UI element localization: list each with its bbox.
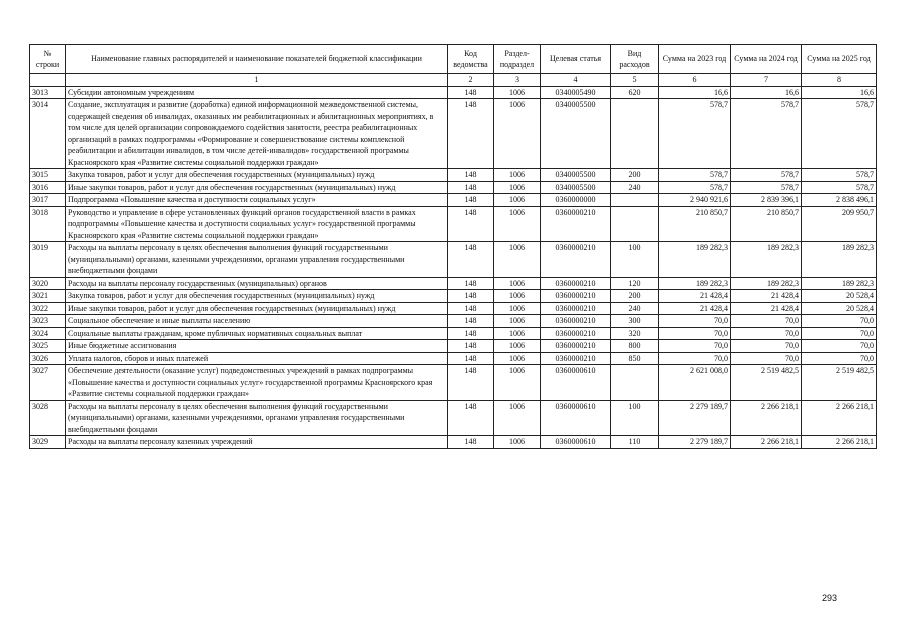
column-number: 1	[66, 74, 448, 87]
row-name-cell: Иные закупки товаров, работ и услуг для обеспечения государственных (муниципальных) нужд	[66, 181, 448, 194]
row-sum-2024-cell: 2 266 218,1	[731, 436, 802, 449]
row-sum-2024-cell: 2 266 218,1	[731, 400, 802, 436]
row-target-cell: 0360000000	[541, 194, 611, 207]
row-expense-type-cell	[611, 206, 659, 242]
row-dept-cell: 148	[448, 315, 494, 328]
row-number-cell: 3013	[30, 86, 66, 99]
row-sum-2025-cell: 20 528,4	[802, 302, 877, 315]
row-name-cell: Социальное обеспечение и иные выплаты населению	[66, 315, 448, 328]
row-name-cell: Обеспечение деятельности (оказание услуг) подведомственных учреждений в рамках подпрограммы «Повышение качества и доступности социальных услуг» государственной программы Красноярского края «Развитие системы социальной поддержки граждан»	[66, 365, 448, 401]
row-expense-type-cell	[611, 99, 659, 169]
row-sum-2025-cell: 70,0	[802, 352, 877, 365]
row-number-cell: 3016	[30, 181, 66, 194]
header-name: Наименование главных распорядителей и наименование показателей бюджетной классификации	[66, 45, 448, 74]
row-number-cell: 3018	[30, 206, 66, 242]
row-sum-2025-cell: 16,6	[802, 86, 877, 99]
header-expense-type: Вид расходов	[611, 45, 659, 74]
row-expense-type-cell: 850	[611, 352, 659, 365]
row-sum-2025-cell: 189 282,3	[802, 242, 877, 278]
row-sum-2024-cell: 21 428,4	[731, 290, 802, 303]
header-sum-2025: Сумма на 2025 год	[802, 45, 877, 74]
row-sum-2024-cell: 70,0	[731, 315, 802, 328]
row-dept-cell: 148	[448, 340, 494, 353]
row-dept-cell: 148	[448, 277, 494, 290]
row-dept-cell: 148	[448, 194, 494, 207]
row-number-cell: 3014	[30, 99, 66, 169]
column-number-row	[30, 74, 877, 87]
row-number-cell: 3022	[30, 302, 66, 315]
row-section-cell: 1006	[494, 352, 541, 365]
column-number: 3	[494, 74, 541, 87]
row-sum-2023-cell: 16,6	[659, 86, 731, 99]
row-sum-2024-cell: 16,6	[731, 86, 802, 99]
row-target-cell: 0360000610	[541, 436, 611, 449]
row-sum-2024-cell: 578,7	[731, 169, 802, 182]
row-sum-2024-cell: 189 282,3	[731, 242, 802, 278]
row-target-cell: 0360000210	[541, 302, 611, 315]
header-sum-2023: Сумма на 2023 год	[659, 45, 731, 74]
header-row	[30, 45, 877, 74]
row-sum-2025-cell: 578,7	[802, 181, 877, 194]
row-expense-type-cell: 620	[611, 86, 659, 99]
row-expense-type-cell: 320	[611, 327, 659, 340]
row-number-cell: 3020	[30, 277, 66, 290]
row-number-cell: 3017	[30, 194, 66, 207]
row-sum-2023-cell: 2 621 008,0	[659, 365, 731, 401]
row-sum-2025-cell: 578,7	[802, 99, 877, 169]
row-name-cell: Субсидии автономным учреждениям	[66, 86, 448, 99]
row-expense-type-cell: 800	[611, 340, 659, 353]
table-row	[30, 277, 877, 290]
header-section: Раздел-подраздел	[494, 45, 541, 74]
row-expense-type-cell: 120	[611, 277, 659, 290]
row-section-cell: 1006	[494, 86, 541, 99]
header-target: Целевая статья	[541, 45, 611, 74]
row-sum-2025-cell: 2 266 218,1	[802, 400, 877, 436]
table-row	[30, 206, 877, 242]
row-target-cell: 0340005500	[541, 99, 611, 169]
row-section-cell: 1006	[494, 400, 541, 436]
row-name-cell: Иные бюджетные ассигнования	[66, 340, 448, 353]
row-sum-2023-cell: 70,0	[659, 352, 731, 365]
row-dept-cell: 148	[448, 352, 494, 365]
row-dept-cell: 148	[448, 400, 494, 436]
row-name-cell: Закупка товаров, работ и услуг для обеспечения государственных (муниципальных) нужд	[66, 290, 448, 303]
row-name-cell: Закупка товаров, работ и услуг для обеспечения государственных (муниципальных) нужд	[66, 169, 448, 182]
row-dept-cell: 148	[448, 365, 494, 401]
row-sum-2023-cell: 189 282,3	[659, 277, 731, 290]
table-row	[30, 99, 877, 169]
table-row	[30, 181, 877, 194]
row-dept-cell: 148	[448, 181, 494, 194]
row-target-cell: 0360000210	[541, 352, 611, 365]
table-row	[30, 352, 877, 365]
column-number: 6	[659, 74, 731, 87]
row-number-cell: 3021	[30, 290, 66, 303]
row-sum-2024-cell: 2 519 482,5	[731, 365, 802, 401]
row-sum-2025-cell: 2 266 218,1	[802, 436, 877, 449]
row-number-cell: 3019	[30, 242, 66, 278]
row-target-cell: 0360000210	[541, 315, 611, 328]
row-sum-2023-cell: 189 282,3	[659, 242, 731, 278]
row-number-cell: 3028	[30, 400, 66, 436]
row-sum-2025-cell: 189 282,3	[802, 277, 877, 290]
table-row	[30, 365, 877, 401]
row-target-cell: 0360000210	[541, 242, 611, 278]
row-dept-cell: 148	[448, 242, 494, 278]
row-expense-type-cell: 240	[611, 302, 659, 315]
row-target-cell: 0360000210	[541, 277, 611, 290]
row-name-cell: Руководство и управление в сфере установленных функций органов государственной власти в рамках подпрограммы «Повышение качества и доступности социальных услуг» государственной программы Красноярского края «Развитие системы социальной поддержки граждан»	[66, 206, 448, 242]
row-sum-2023-cell: 21 428,4	[659, 290, 731, 303]
row-section-cell: 1006	[494, 277, 541, 290]
row-name-cell: Расходы на выплаты персоналу государственных (муниципальных) органов	[66, 277, 448, 290]
row-target-cell: 0340005500	[541, 169, 611, 182]
budget-table	[29, 44, 877, 449]
row-sum-2025-cell: 209 950,7	[802, 206, 877, 242]
row-number-cell: 3023	[30, 315, 66, 328]
column-number	[30, 74, 66, 87]
row-sum-2024-cell: 70,0	[731, 352, 802, 365]
row-section-cell: 1006	[494, 302, 541, 315]
row-section-cell: 1006	[494, 181, 541, 194]
row-expense-type-cell: 200	[611, 169, 659, 182]
column-number: 7	[731, 74, 802, 87]
table-row	[30, 400, 877, 436]
row-sum-2025-cell: 20 528,4	[802, 290, 877, 303]
row-sum-2023-cell: 578,7	[659, 181, 731, 194]
row-name-cell: Расходы на выплаты персоналу в целях обеспечения выполнения функций государственными (муниципальными) органами, казенными учреждениями, органами управления государственными внебюджетными фондами	[66, 400, 448, 436]
row-expense-type-cell	[611, 194, 659, 207]
row-target-cell: 0360000210	[541, 340, 611, 353]
row-expense-type-cell: 110	[611, 436, 659, 449]
header-sum-2024: Сумма на 2024 год	[731, 45, 802, 74]
row-sum-2024-cell: 210 850,7	[731, 206, 802, 242]
table-row	[30, 327, 877, 340]
row-section-cell: 1006	[494, 365, 541, 401]
column-number: 5	[611, 74, 659, 87]
row-sum-2025-cell: 2 838 496,1	[802, 194, 877, 207]
row-dept-cell: 148	[448, 99, 494, 169]
row-sum-2023-cell: 2 279 189,7	[659, 436, 731, 449]
header-row-no: № строки	[30, 45, 66, 74]
row-sum-2025-cell: 70,0	[802, 340, 877, 353]
row-expense-type-cell	[611, 365, 659, 401]
row-sum-2023-cell: 578,7	[659, 99, 731, 169]
table-row	[30, 290, 877, 303]
row-sum-2023-cell: 70,0	[659, 327, 731, 340]
row-sum-2024-cell: 70,0	[731, 340, 802, 353]
table-body	[30, 86, 877, 448]
row-name-cell: Расходы на выплаты персоналу в целях обеспечения выполнения функций государственными (муниципальными) органами, казенными учреждениями, органами управления государственными внебюджетными фондами	[66, 242, 448, 278]
row-sum-2023-cell: 2 279 189,7	[659, 400, 731, 436]
row-expense-type-cell: 200	[611, 290, 659, 303]
row-expense-type-cell: 100	[611, 242, 659, 278]
row-sum-2023-cell: 578,7	[659, 169, 731, 182]
row-number-cell: 3024	[30, 327, 66, 340]
table-row	[30, 340, 877, 353]
row-target-cell: 0340005500	[541, 181, 611, 194]
row-name-cell: Подпрограмма «Повышение качества и доступности социальных услуг»	[66, 194, 448, 207]
row-target-cell: 0360000610	[541, 365, 611, 401]
row-dept-cell: 148	[448, 436, 494, 449]
row-target-cell: 0360000610	[541, 400, 611, 436]
row-sum-2024-cell: 578,7	[731, 99, 802, 169]
row-sum-2023-cell: 21 428,4	[659, 302, 731, 315]
table-row	[30, 242, 877, 278]
row-dept-cell: 148	[448, 206, 494, 242]
row-dept-cell: 148	[448, 86, 494, 99]
row-number-cell: 3026	[30, 352, 66, 365]
row-name-cell: Уплата налогов, сборов и иных платежей	[66, 352, 448, 365]
row-sum-2023-cell: 210 850,7	[659, 206, 731, 242]
table-row	[30, 302, 877, 315]
row-name-cell: Иные закупки товаров, работ и услуг для обеспечения государственных (муниципальных) нужд	[66, 302, 448, 315]
row-dept-cell: 148	[448, 169, 494, 182]
row-expense-type-cell: 240	[611, 181, 659, 194]
column-number: 4	[541, 74, 611, 87]
row-sum-2023-cell: 70,0	[659, 315, 731, 328]
column-number: 8	[802, 74, 877, 87]
table-row	[30, 86, 877, 99]
row-section-cell: 1006	[494, 327, 541, 340]
row-section-cell: 1006	[494, 290, 541, 303]
column-number: 2	[448, 74, 494, 87]
row-dept-cell: 148	[448, 302, 494, 315]
page-number: 293	[822, 593, 838, 603]
row-target-cell: 0360000210	[541, 290, 611, 303]
row-sum-2024-cell: 2 839 396,1	[731, 194, 802, 207]
header-dept-code: Код ведомства	[448, 45, 494, 74]
row-name-cell: Создание, эксплуатация и развитие (доработка) единой информационной межведомственной системы, содержащей сведения об инвалидах, оказанных им реабилитационных и абилитационных мероприятиях, в том числе для целей организации сопровождаемого содействия занятости, реестра реабилитационных организаций в рамках подпрограммы «Формирование и совершенствование системы комплексной реабилитации и абилитации инвалидов, в том числе детей-инвалидов» государственной программы Красноярского края «Развитие системы социальной поддержки граждан»	[66, 99, 448, 169]
budget-page	[29, 44, 876, 449]
row-dept-cell: 148	[448, 290, 494, 303]
row-number-cell: 3015	[30, 169, 66, 182]
row-sum-2023-cell: 2 940 921,6	[659, 194, 731, 207]
row-sum-2024-cell: 21 428,4	[731, 302, 802, 315]
row-sum-2025-cell: 70,0	[802, 315, 877, 328]
row-sum-2025-cell: 578,7	[802, 169, 877, 182]
row-section-cell: 1006	[494, 315, 541, 328]
table-row	[30, 169, 877, 182]
row-section-cell: 1006	[494, 194, 541, 207]
row-dept-cell: 148	[448, 327, 494, 340]
table-row	[30, 315, 877, 328]
row-expense-type-cell: 300	[611, 315, 659, 328]
row-name-cell: Социальные выплаты гражданам, кроме публичных нормативных социальных выплат	[66, 327, 448, 340]
row-section-cell: 1006	[494, 206, 541, 242]
row-number-cell: 3029	[30, 436, 66, 449]
row-target-cell: 0340005490	[541, 86, 611, 99]
row-section-cell: 1006	[494, 340, 541, 353]
row-name-cell: Расходы на выплаты персоналу казенных учреждений	[66, 436, 448, 449]
row-section-cell: 1006	[494, 99, 541, 169]
table-row	[30, 436, 877, 449]
row-sum-2023-cell: 70,0	[659, 340, 731, 353]
row-sum-2025-cell: 2 519 482,5	[802, 365, 877, 401]
row-expense-type-cell: 100	[611, 400, 659, 436]
row-sum-2025-cell: 70,0	[802, 327, 877, 340]
row-target-cell: 0360000210	[541, 206, 611, 242]
row-number-cell: 3025	[30, 340, 66, 353]
table-row	[30, 194, 877, 207]
row-sum-2024-cell: 578,7	[731, 181, 802, 194]
row-number-cell: 3027	[30, 365, 66, 401]
row-section-cell: 1006	[494, 242, 541, 278]
row-section-cell: 1006	[494, 436, 541, 449]
row-section-cell: 1006	[494, 169, 541, 182]
row-sum-2024-cell: 189 282,3	[731, 277, 802, 290]
row-sum-2024-cell: 70,0	[731, 327, 802, 340]
row-target-cell: 0360000210	[541, 327, 611, 340]
